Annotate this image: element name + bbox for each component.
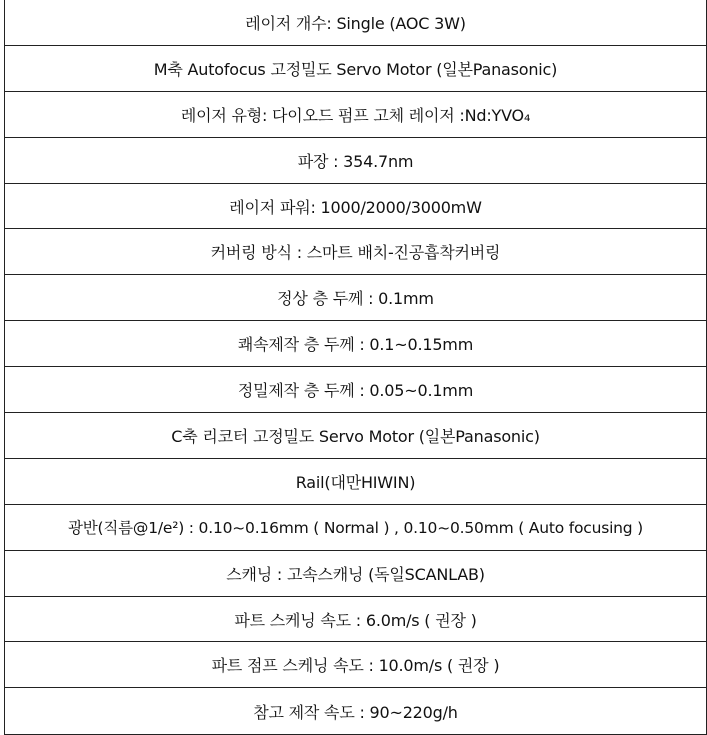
spec-row-scanning: 스캐닝 : 고속스캐닝 (독일SCANLAB) (5, 551, 706, 597)
spec-row-laser-count: 레이저 개수: Single (AOC 3W) (5, 0, 706, 46)
spec-row-build-speed: 참고 제작 속도 : 90~220g/h (253, 702, 458, 722)
spec-row-part-jump-scan-speed: 파트 점프 스케닝 속도 : 10.0m/s ( 권장 ) (5, 642, 706, 688)
spec-row-normal-layer-thickness: 정상 층 두께 : 0.1mm (5, 275, 706, 321)
spec-row-m-axis-autofocus: M축 Autofocus 고정밀도 Servo Motor (일본Panasonic) (5, 46, 706, 92)
spec-table (4, 0, 707, 735)
spec-row-laser-type: 레이저 유형: 다이오드 펌프 고체 레이저 :Nd:YVO₄ (5, 92, 706, 138)
spec-row-wavelength: 파장 : 354.7nm (5, 138, 706, 184)
spec-row-part-scan-speed: 파트 스케닝 속도 : 6.0m/s ( 권장 ) (5, 597, 706, 643)
spec-row-fast-layer-thickness: 쾌속제작 층 두께 : 0.1~0.15mm (5, 321, 706, 367)
spec-row-precise-layer-thickness: 정밀제작 층 두께 : 0.05~0.1mm (5, 367, 706, 413)
spec-row-covering-method: 커버링 방식 : 스마트 배치-진공흡착커버링 (5, 229, 706, 275)
spec-row-spot-diameter: 광반(직름@1/e²) : 0.10~0.16mm ( Normal ) , 0.10~0.50mm ( Auto focusing ) (5, 505, 706, 551)
spec-row-laser-power: 레이저 파워: 1000/2000/3000mW (5, 184, 706, 230)
spec-row-c-axis-recoater: C축 리코터 고정밀도 Servo Motor (일본Panasonic) (5, 413, 706, 459)
spec-row-rail: Rail(대만HIWIN) (5, 459, 706, 505)
